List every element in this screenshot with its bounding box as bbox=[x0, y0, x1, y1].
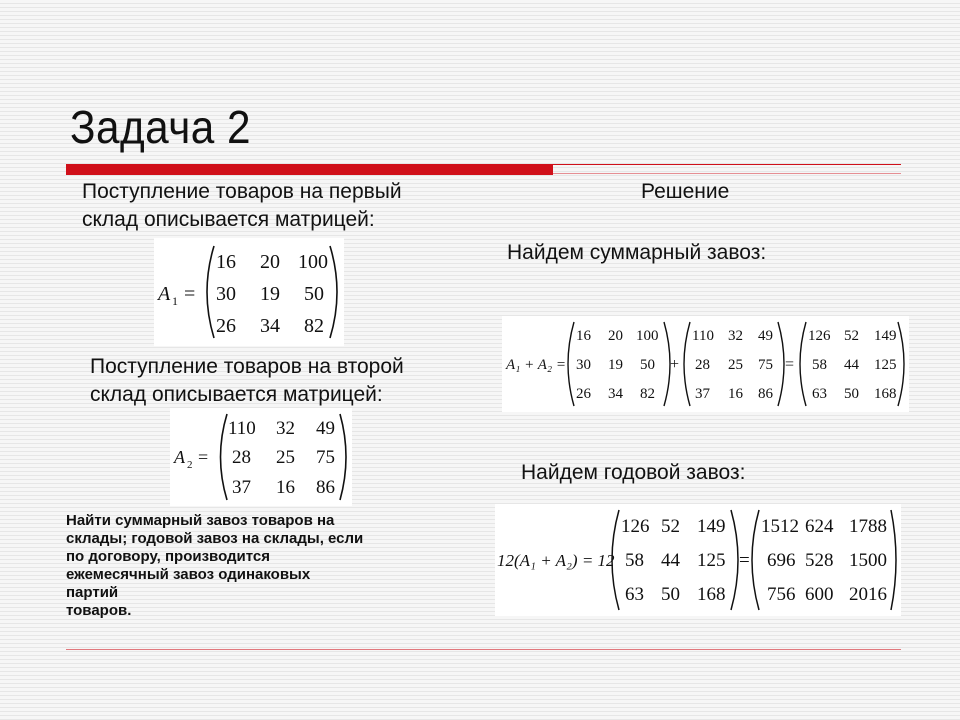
sum-equation-box bbox=[502, 316, 909, 412]
matrix-cell: 2016 bbox=[849, 584, 887, 605]
matrix-cell: 1788 bbox=[849, 516, 887, 537]
matrix-cell: 110 bbox=[692, 328, 714, 344]
warehouse2-text: Поступление товаров на второй склад описывается матрицей: bbox=[90, 355, 404, 406]
matrix-cell: 63 bbox=[625, 584, 644, 605]
matrix-cell: 168 bbox=[697, 584, 726, 605]
matrix-cell: 58 bbox=[625, 550, 644, 571]
matrix-cell: 25 bbox=[276, 447, 295, 468]
matrix-cell: 168 bbox=[874, 386, 897, 402]
right-bracket bbox=[731, 510, 738, 610]
matrix-cell: 149 bbox=[874, 328, 897, 344]
matrix-cell: 528 bbox=[805, 550, 834, 571]
left-bracket bbox=[221, 414, 228, 500]
matrix-cell: 20 bbox=[608, 328, 623, 344]
sum-heading: Найдем суммарный завоз: bbox=[507, 241, 767, 264]
bottom-divider bbox=[66, 649, 901, 650]
matrix-cell: 44 bbox=[844, 357, 859, 373]
right-bracket bbox=[340, 414, 346, 500]
title-underline-line-lower bbox=[553, 173, 901, 174]
matrix-a1 bbox=[154, 238, 344, 346]
equals-sign: = bbox=[198, 447, 209, 467]
matrix-cell: 110 bbox=[228, 418, 256, 439]
matrix-cell: 19 bbox=[608, 357, 623, 373]
left-bracket bbox=[800, 322, 806, 406]
matrix-cell: 86 bbox=[758, 386, 773, 402]
title-underline-line bbox=[553, 164, 901, 165]
equals-sign: = bbox=[785, 356, 795, 373]
matrix-cell: 16 bbox=[576, 328, 591, 344]
matrix-cell: 34 bbox=[608, 386, 623, 402]
matrix-cell: 50 bbox=[844, 386, 859, 402]
matrix-cell: 63 bbox=[812, 386, 827, 402]
matrix-cell: 37 bbox=[695, 386, 710, 402]
solution-heading: Решение bbox=[641, 180, 730, 203]
sum-label: A₁ + A₂ = bbox=[506, 357, 566, 373]
left-bracket bbox=[752, 510, 759, 610]
matrix-cell: 100 bbox=[298, 251, 328, 273]
matrix-cell: 32 bbox=[276, 418, 295, 439]
matrix-cell: 126 bbox=[808, 328, 831, 344]
plus-sign: + bbox=[670, 356, 680, 373]
matrix-cell: 86 bbox=[316, 477, 335, 498]
task-statement: Найти суммарный завоз товаров на склады; годовой завоз на склады, если по договору, производится ежемесячный завоз одинаковых партий товаров. bbox=[66, 512, 364, 619]
matrix-a2 bbox=[170, 408, 352, 506]
warehouse1-text: Поступление товаров на первый склад описывается матрицей: bbox=[82, 180, 402, 231]
matrix-cell: 16 bbox=[276, 477, 295, 498]
matrix-cell: 26 bbox=[576, 386, 591, 402]
matrix-cell: 49 bbox=[758, 328, 773, 344]
matrix-cell: 25 bbox=[728, 357, 743, 373]
matrix-a1-box bbox=[154, 238, 344, 346]
annual-equation-box bbox=[495, 504, 901, 616]
matrix-cell: 149 bbox=[697, 516, 726, 537]
left-bracket bbox=[684, 322, 690, 406]
matrix-a2-sub: 2 bbox=[187, 459, 193, 471]
equals-sign: = bbox=[184, 283, 196, 305]
matrix-cell: 82 bbox=[640, 386, 655, 402]
sum-equation bbox=[502, 316, 909, 412]
matrix-cell: 52 bbox=[844, 328, 859, 344]
matrix-a2-label: A bbox=[174, 447, 185, 467]
title-underline-bar bbox=[66, 164, 553, 175]
matrix-a2-box bbox=[170, 408, 352, 506]
annual-label: 12(A₁ + A₂) = 12 bbox=[497, 551, 615, 570]
right-bracket bbox=[898, 322, 904, 406]
matrix-cell: 49 bbox=[316, 418, 335, 439]
slide-title: Задача 2 bbox=[70, 101, 251, 153]
matrix-cell: 756 bbox=[767, 584, 796, 605]
matrix-cell: 82 bbox=[304, 315, 324, 337]
matrix-cell: 44 bbox=[661, 550, 680, 571]
matrix-cell: 28 bbox=[695, 357, 710, 373]
matrix-cell: 28 bbox=[232, 447, 251, 468]
matrix-cell: 30 bbox=[216, 283, 236, 305]
matrix-cell: 19 bbox=[260, 283, 280, 305]
matrix-cell: 50 bbox=[304, 283, 324, 305]
matrix-cell: 600 bbox=[805, 584, 834, 605]
right-bracket bbox=[778, 322, 784, 406]
matrix-cell: 26 bbox=[216, 315, 236, 337]
equals-sign: = bbox=[739, 550, 750, 571]
matrix-cell: 100 bbox=[636, 328, 659, 344]
matrix-cell: 50 bbox=[661, 584, 680, 605]
matrix-a1-label: A bbox=[158, 283, 171, 305]
matrix-cell: 20 bbox=[260, 251, 280, 273]
matrix-cell: 75 bbox=[758, 357, 773, 373]
matrix-cell: 30 bbox=[576, 357, 591, 373]
matrix-cell: 1500 bbox=[849, 550, 887, 571]
matrix-cell: 125 bbox=[874, 357, 897, 373]
right-bracket bbox=[891, 510, 896, 610]
matrix-cell: 75 bbox=[316, 447, 335, 468]
matrix-cell: 50 bbox=[640, 357, 655, 373]
matrix-cell: 32 bbox=[728, 328, 743, 344]
right-bracket bbox=[330, 246, 337, 338]
matrix-cell: 696 bbox=[767, 550, 796, 571]
matrix-cell: 34 bbox=[260, 315, 280, 337]
left-bracket bbox=[568, 322, 574, 406]
matrix-cell: 16 bbox=[216, 251, 236, 273]
annual-heading: Найдем годовой завоз: bbox=[521, 461, 746, 484]
matrix-cell: 37 bbox=[232, 477, 251, 498]
matrix-cell: 126 bbox=[621, 516, 650, 537]
annual-equation bbox=[495, 504, 901, 616]
matrix-cell: 1512 bbox=[761, 516, 799, 537]
left-bracket bbox=[207, 246, 214, 338]
matrix-cell: 624 bbox=[805, 516, 834, 537]
matrix-a1-sub: 1 bbox=[172, 294, 178, 308]
matrix-cell: 125 bbox=[697, 550, 726, 571]
matrix-cell: 16 bbox=[728, 386, 743, 402]
matrix-cell: 58 bbox=[812, 357, 827, 373]
matrix-cell: 52 bbox=[661, 516, 680, 537]
